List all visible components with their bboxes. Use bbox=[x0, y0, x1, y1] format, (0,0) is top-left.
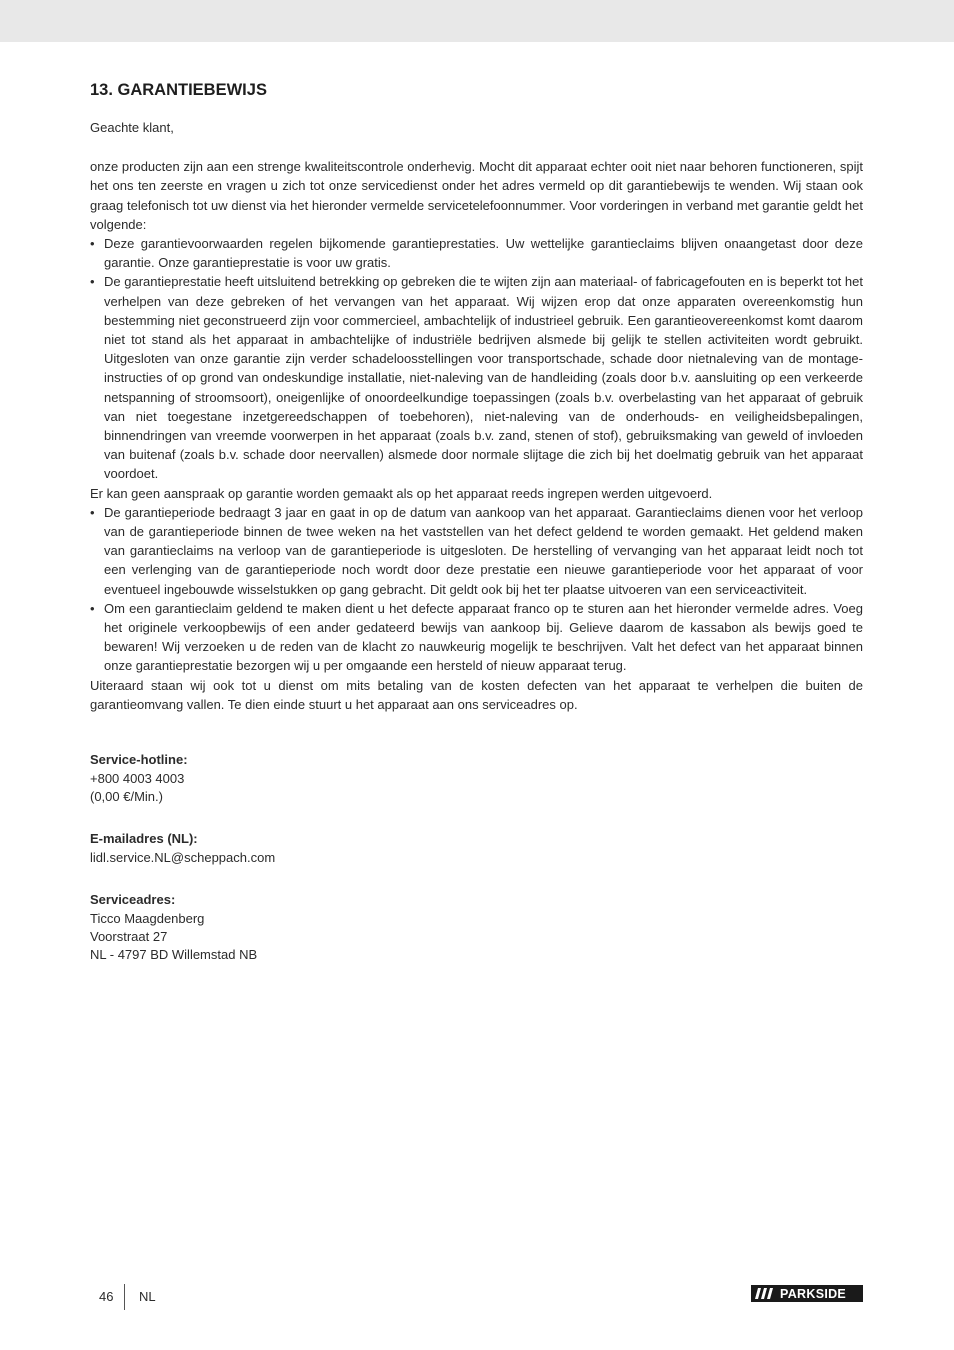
bullet-icon: • bbox=[90, 236, 95, 252]
address-block bbox=[90, 891, 863, 965]
bullet-text: De garantieprestatie heeft uitsluitend betrekking op gebreken die te wijten zijn aan materiaal- of fabricagefouten en is beperkt tot het verhelpen van deze gebreken of het vervangen van het apparaat. Wij wijzen erop dat onze apparaten overeenkomstig hun bestemming niet geconstrueerd zijn voor commercieel, ambachtelijk of industrieel gebruik. Een garantieovereenkomst komt daarom niet tot stand als het apparaat in ambachtelijke of industriële bedrijven alsmede bij gelijk te stellen activiteiten wordt gebruikt. Uitgesloten van onze garantie zijn verder schadeloosstellingen voor transportschade, schade door nietnaleving van de montage-instructies of op grond van ondeskundige installatie, niet-naleving van de handleiding (zoals door b.v. aansluiting op een verkeerde netspanning of stroomsoort), oneigenlijke of onoordeelkundige toepassingen (zoals b.v. overbelasting van het apparaat of gebruik van niet toegestane inzetgereedschappen of toebehoren), niet-naleving van de onderhouds- en veiligheidsbepalingen, binnendringen van vreemde voorwerpen in het apparaat (zoals b.v. zand, stenen of stof), gebruiksmaking van geweld of invloeden van buitenaf (zoals b.v. schade door neervallen) alsmede door normale slijtage die zich bij het doelmatig gebruik van het apparaat voordoet. bbox=[104, 274, 863, 482]
page-number: 46 bbox=[99, 1289, 114, 1304]
hotline-block bbox=[90, 751, 863, 806]
contact-info bbox=[90, 751, 863, 965]
address-line: Ticco Maagdenberg bbox=[90, 910, 205, 926]
slash-marks-icon bbox=[755, 1288, 775, 1299]
email-address: lidl.service.NL@scheppach.com bbox=[90, 849, 276, 865]
greeting: Geachte klant, bbox=[90, 120, 174, 135]
language-code: NL bbox=[139, 1289, 156, 1304]
hotline-label: Service-hotline: bbox=[90, 752, 188, 768]
header-band bbox=[0, 0, 954, 42]
address-line: Voorstraat 27 bbox=[90, 928, 168, 944]
bullet-text: Deze garantievoorwaarden regelen bijkomende garantieprestaties. Uw wettelijke garantieclaims blijven onaangetast door deze garantie. Onze garantieprestatie is voor uw gratis. bbox=[104, 236, 863, 271]
warranty-section bbox=[90, 78, 863, 989]
bullet-text: De garantieperiode bedraagt 3 jaar en gaat in op de datum van aankoop van het apparaat. Garantieclaims dienen voor het verloop van de garantieperiode binnen de twee weken na het vaststellen van het defect geldend te worden gemaakt. Het geldend maken van garantieclaims na verloop van de garantieperiode is uitgesloten. De herstelling of vervanging van het apparaat leidt noch tot een verlenging van de garantieperiode noch wordt door deze prestatie een nieuwe garantieperiode voor het apparaat of voor eventueel ingebouwde wisselstukken op gang gebracht. Dit geldt ook bij het ter plaatse uitvoeren van een serviceactiviteit. bbox=[104, 504, 863, 597]
hotline-cost: (0,00 €/Min.) bbox=[90, 788, 163, 804]
email-block bbox=[90, 830, 863, 867]
middle-paragraph: Er kan geen aanspraak op garantie worden gemaakt als op het apparaat reeds ingrepen werden uitgevoerd. bbox=[90, 485, 713, 501]
list-item bbox=[90, 503, 863, 599]
warranty-body bbox=[90, 157, 863, 714]
address-line: NL - 4797 BD Willemstad NB bbox=[90, 947, 258, 963]
parkside-logo bbox=[751, 1285, 863, 1302]
address-label: Serviceadres: bbox=[90, 892, 176, 908]
intro-paragraph: onze producten zijn aan een strenge kwaliteitscontrole onderhevig. Mocht dit apparaat echter ooit niet naar behoren functioneren, spijt het ons ten zeerste en vragen u zich tot onze servicedienst onder het adres vermeld op dit garantiebewijs te wenden. Wij staan ook graag telefonisch tot uw dienst via het hieronder vermelde servicetelefoonnummer. Voor vorderingen in verband met garantie geldt het volgende: bbox=[90, 159, 863, 232]
brand-name: PARKSIDE bbox=[780, 1286, 847, 1301]
bullet-icon: • bbox=[90, 600, 95, 616]
bullet-text: Om een garantieclaim geldend te maken dient u het defecte apparaat franco op te sturen aan het hieronder vermelde adres. Voeg het originele verkoopbewijs of een ander gedateerd bewijs van aankoop bij. Gelieve daarom de kassabon als bewijs goed te bewaren! Wij verzoeken u de reden van de klacht zo nauwkeurig mogelijk te beschrijven. Valt het defect van het apparaat binnen onze garantieprestatie bezorgen wij u per omgaande een hersteld of nieuw apparaat terug. bbox=[104, 600, 863, 674]
list-item bbox=[90, 234, 863, 272]
section-title: 13. GARANTIEBEWIJS bbox=[90, 81, 267, 99]
footer-divider bbox=[124, 1284, 125, 1310]
list-item bbox=[90, 272, 863, 483]
bullet-icon: • bbox=[90, 504, 95, 520]
closing-paragraph: Uiteraard staan wij ook tot u dienst om mits betaling van de kosten defecten van het apparaat te verhelpen die buiten de garantieomvang vallen. Te dien einde stuurt u het apparaat aan ons serviceadres op. bbox=[90, 677, 863, 712]
hotline-number: +800 4003 4003 bbox=[90, 770, 185, 786]
list-item bbox=[90, 599, 863, 676]
email-label: E-mailadres (NL): bbox=[90, 831, 198, 847]
bullet-icon: • bbox=[90, 274, 95, 290]
